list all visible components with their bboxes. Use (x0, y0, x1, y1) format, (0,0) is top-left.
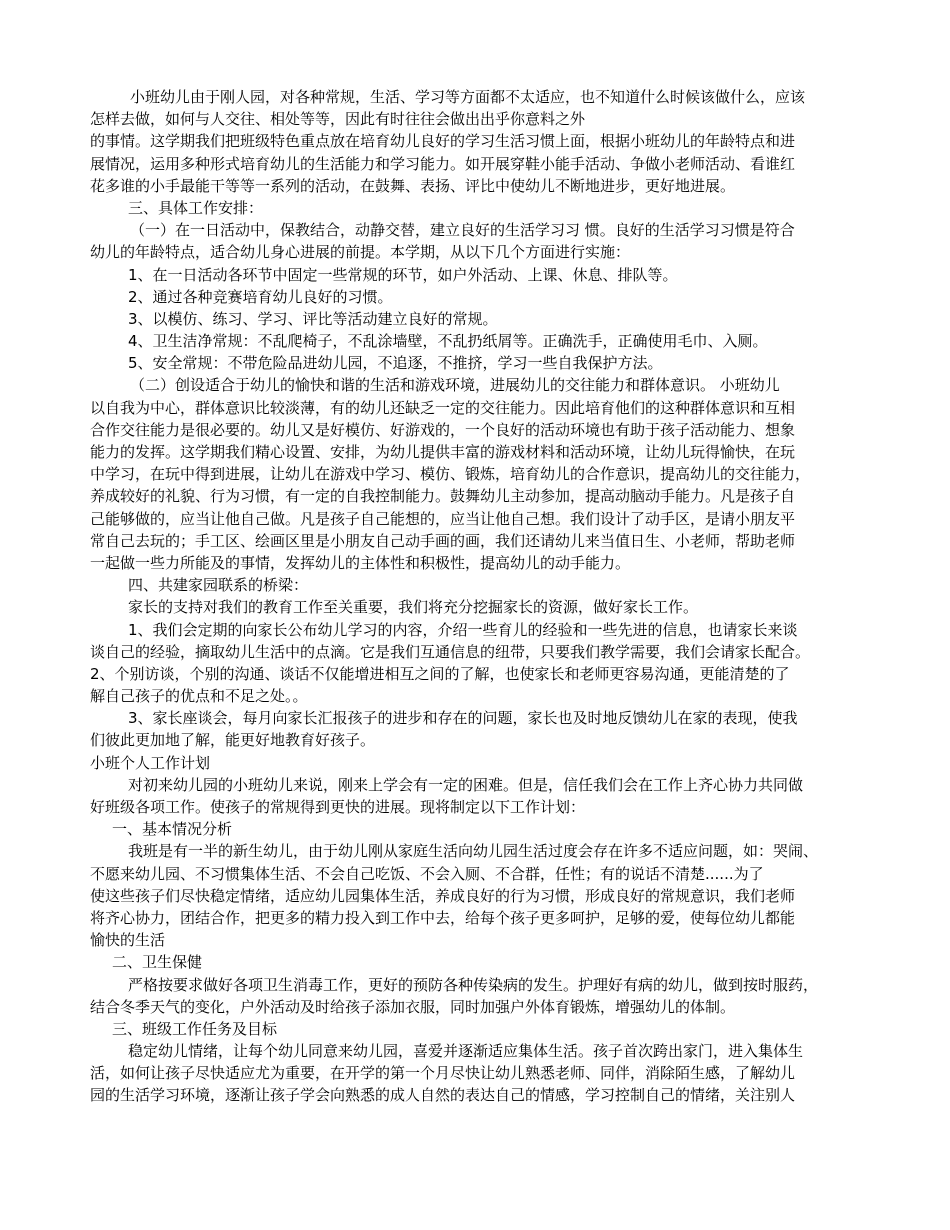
text-line: 稳定幼儿情绪，让每个幼儿同意来幼儿园，喜爱并逐渐适应集体生活。孩子首次跨出家门，进入集体生 (128, 1042, 804, 1061)
text-line: 园的生活学习环境，逐渐让孩子学会向熟悉的成人自然的表达自己的情感，学习控制自己的情绪，关注别人 (90, 1086, 796, 1105)
text-line: 我班是有一半的新生幼儿，由于幼儿刚从家庭生活向幼儿园生活过度会存在许多不适应问题，如：哭闹、 (128, 842, 819, 861)
text-line: 以自我为中心，群体意识比较淡薄，有的幼儿还缺乏一定的交往能力。因此培育他们的这种群体意识和互相 (90, 398, 796, 417)
text-line: 严格按要求做好各项卫生消毒工作，更好的预防各种传染病的发生。护理好有病的幼儿，做到按时服药， (128, 975, 819, 994)
text-line: 合作交往能力是很必要的。幼儿又是好模仿、好游戏的，一个良好的活动环境也有助于孩子活动能力、想象 (90, 420, 796, 439)
list-item: 3、以模仿、练习、学习、评比等活动建立良好的常规。 (128, 309, 498, 328)
list-item: 1、我们会定期的向家长公布幼儿学习的内容，介绍一些育儿的经验和一些先进的信息，也请家长来谈 (128, 620, 798, 639)
text-line: 怎样去做，如何与人交往、相处等等，因此有时往往会做出出乎你意料之外 (90, 110, 586, 129)
section-heading: 三、具体工作安排： (128, 198, 264, 217)
document-body (90, 86, 870, 1107)
text-line: 结合冬季天气的变化，户外活动及时给孩子添加衣服，同时加强户外体育锻炼，增强幼儿的体制。 (90, 997, 736, 1016)
text-line: 花多谁的小手最能干等等一系列的活动，在鼓舞、表扬、评比中使幼儿不断地进步，更好地进展。 (90, 176, 736, 195)
section-heading: 三、班级工作任务及目标 (112, 1019, 278, 1038)
text-line: 们彼此更加地了解，能更好地教育好孩子。 (90, 731, 376, 750)
section-heading: 一、基本情况分析 (112, 820, 233, 839)
text-line: 的事情。这学期我们把班级特色重点放在培育幼儿良好的学习生活习惯上面，根据小班幼儿的年龄特点和进 (90, 132, 796, 151)
text-line: 己能够做的，应当让他自己做。凡是孩子自己能想的，应当让他自己想。我们设计了动手区，是请小朋友平 (90, 509, 796, 528)
text-line: （二）创设适合于幼儿的愉快和谐的生活和游戏环境，进展幼儿的交往能力和群体意识。 小班幼儿 (130, 376, 780, 395)
text-line: 展情况，运用多种形式培育幼儿的生活能力和学习能力。如开展穿鞋小能手活动、争做小老师活动、看谁红 (90, 154, 796, 173)
text-line: 能力的发挥。这学期我们精心设置、安排，为幼儿提供丰富的游戏材料和活动环境，让幼儿玩得愉快，在玩 (90, 443, 796, 461)
text-line: 一起做一些力所能及的事情，发挥幼儿的主体性和积极性，提高幼儿的动手能力。 (90, 553, 631, 572)
text-line: 谈自己的经验，摘取幼儿生活中的点滴。它是我们互通信息的纽带，只要我们教学需要，我们会请家长配合。 (90, 642, 811, 661)
text-line: 养成较好的礼貌、行为习惯，有一定的自我控制能力。鼓舞幼儿主动参加，提高动脑动手能力。凡是孩子自 (90, 487, 796, 506)
text-line: 幼儿的年龄特点，适合幼儿身心进展的前提。本学期，从以下几个方面进行实施： (90, 243, 631, 262)
text-line: 中学习，在玩中得到进展，让幼儿在游戏中学习、模仿、锻炼，培育幼儿的合作意识，提高幼儿的交往能力， (90, 465, 811, 484)
text-line: 使这些孩子们尽快稳定情绪，适应幼儿园集体生活，养成良好的行为习惯，形成良好的常规意识，我们老师 (90, 886, 796, 905)
text-line: 常自己去玩的；手工区、绘画区里是小朋友自己动手画的画，我们还请幼儿来当值日生、小老师，帮助老师 (90, 531, 796, 550)
text-line: 家长的支持对我们的教育工作至关重要，我们将充分挖掘家长的资源，做好家长工作。 (128, 598, 699, 617)
text-line: 好班级各项工作。使孩子的常规得到更快的进展。现将制定以下工作计划： (90, 798, 586, 816)
text-line: 对初来幼儿园的小班幼儿来说，刚来上学会有一定的困难。但是，信任我们会在工作上齐心协力共同做 (128, 775, 804, 794)
list-item: 2、个别访谈，个别的沟通、谈话不仅能增进相互之间的了解，也使家长和老师更容易沟通，更能清楚的了 (90, 664, 790, 683)
text-line: 小班幼儿由于刚人园，对各种常规，生活、学习等方面都不太适应，也不知道什么时候该做什么，应该 (130, 88, 806, 106)
section-heading: 二、卫生保健 (112, 953, 203, 972)
list-item: 1、在一日活动各环节中固定一些常规的环节，如户外活动、上课、休息、排队等。 (128, 265, 678, 284)
text-line: 将齐心协力，团结合作，把更多的精力投入到工作中去，给每个孩子更多呵护，足够的爱，使每位幼儿都能 (90, 908, 796, 927)
text-line: 活，如何让孩子尽快适应尤为重要，在开学的第一个月尽快让幼儿熟悉老师、同伴，消除陌生感，了解幼儿 (90, 1064, 796, 1083)
list-item: 3、家长座谈会，每月向家长汇报孩子的进步和存在的问题，家长也及时地反馈幼儿在家的表现，使我 (128, 709, 798, 728)
text-line: （一）在一日活动中，保教结合，动静交替，建立良好的生活学习习 惯。良好的生活学习习惯是符合 (130, 221, 795, 240)
section-heading: 四、共建家园联系的桥梁： (128, 576, 309, 595)
text-line: 不愿来幼儿园、不习惯集体生活、不会自己吃饭、不会入厕、不合群，任性；有的说话不清楚......为了 (90, 864, 764, 883)
document-title: 小班个人工作计划 (90, 753, 211, 772)
list-item: 5、安全常规：不带危险品进幼儿园，不追逐，不推挤，学习一些自我保护方法。 (128, 354, 663, 373)
text-line: 解自己孩子的优点和不足之处。。 (90, 687, 308, 706)
list-item: 2、通过各种竞赛培育幼儿良好的习惯。 (128, 287, 393, 306)
text-line: 愉快的生活 (90, 931, 166, 950)
list-item: 4、卫生洁净常规：不乱爬椅子，不乱涂墙壁，不乱扔纸屑等。正确洗手，正确使用毛巾、入厕。 (128, 332, 768, 351)
